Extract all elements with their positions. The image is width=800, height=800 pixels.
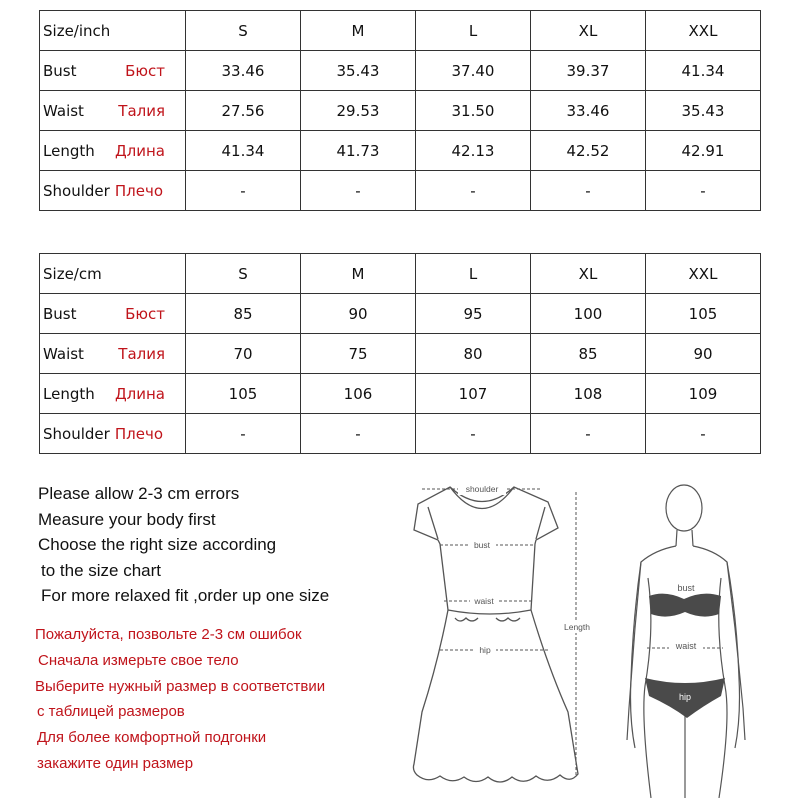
label-ru: Длина	[114, 384, 165, 403]
head-outline	[666, 485, 702, 531]
sleeve-seam-left	[428, 507, 438, 539]
table-cell: 90	[646, 334, 761, 374]
label-en: Length	[43, 141, 95, 160]
label-ru: Бюст	[125, 304, 165, 323]
size-header-m: M	[301, 254, 416, 294]
note-line: закажите один размер	[37, 754, 194, 772]
table-cell: -	[646, 414, 761, 454]
size-header-s: S	[186, 254, 301, 294]
label-ru: Плечо	[114, 181, 163, 200]
table-cell: 41.34	[646, 51, 761, 91]
size-header-xxl: XXL	[646, 254, 761, 294]
table-cell: 105	[186, 374, 301, 414]
size-header-xl: XL	[531, 11, 646, 51]
table-cell: 33.46	[186, 51, 301, 91]
size-unit-header: Size/inch	[40, 11, 186, 51]
dress-shoulder-label: shoulder	[465, 484, 499, 494]
table-row-bust	[40, 294, 761, 334]
row-label	[40, 334, 186, 374]
row-label	[40, 131, 186, 171]
note-line: Choose the right size according	[38, 535, 277, 554]
table-cell: 107	[416, 374, 531, 414]
size-header-m: M	[301, 11, 416, 51]
row-label	[40, 51, 186, 91]
waist-seam	[448, 610, 531, 614]
row-label	[40, 294, 186, 334]
table-cell: 105	[646, 294, 761, 334]
dress-length-label: Length	[564, 622, 590, 632]
dress-bust-label: bust	[473, 540, 491, 550]
table-cell: 42.13	[416, 131, 531, 171]
body-bust-label: bust	[677, 583, 695, 593]
note-line: Сначала измерьте свое тело	[38, 651, 239, 669]
note-line: с таблицей размеров	[37, 703, 185, 721]
dress-diagram	[400, 472, 600, 797]
arm-right	[727, 562, 740, 748]
row-label	[40, 171, 186, 211]
sleeve-seam-right	[536, 507, 545, 539]
table-cell: 33.46	[531, 91, 646, 131]
table-cell: 109	[646, 374, 761, 414]
label-ru: Длина	[114, 141, 165, 160]
table-cell: -	[416, 171, 531, 211]
skirt-gather	[455, 618, 520, 621]
table-cell: 75	[301, 334, 416, 374]
size-header-xxl: XXL	[646, 11, 761, 51]
size-header-s: S	[186, 11, 301, 51]
table-cell: 42.52	[531, 131, 646, 171]
table-cell: 85	[531, 334, 646, 374]
table-cell: 35.43	[646, 91, 761, 131]
dress-hip-label: hip	[479, 645, 491, 655]
table-cell: 39.37	[531, 51, 646, 91]
note-line: to the size chart	[41, 560, 162, 580]
table-cell: -	[186, 171, 301, 211]
body-waist-label: waist	[675, 641, 697, 651]
label-ru: Плечо	[114, 424, 163, 443]
table-row-shoulder	[40, 171, 761, 211]
note-line: For more relaxed fit ,order up one size	[41, 586, 330, 605]
label-en: Bust	[43, 61, 77, 80]
label-en: Waist	[43, 344, 84, 363]
table-cell: 41.34	[186, 131, 301, 171]
table-cell: 29.53	[301, 91, 416, 131]
table-cell: 70	[186, 334, 301, 374]
size-header-l: L	[416, 254, 531, 294]
table-cell: -	[531, 414, 646, 454]
table-row-length	[40, 374, 761, 414]
label-en: Shoulder	[43, 181, 110, 200]
table-header-row	[40, 11, 761, 51]
table-header-row	[40, 254, 761, 294]
dress-outline	[413, 487, 578, 782]
table-cell: 95	[416, 294, 531, 334]
row-label	[40, 414, 186, 454]
table-cell: 85	[186, 294, 301, 334]
body-figure-diagram	[615, 478, 765, 798]
size-header-l: L	[416, 11, 531, 51]
body-hip-label: hip	[678, 692, 692, 702]
table-cell: 37.40	[416, 51, 531, 91]
table-cell: 100	[531, 294, 646, 334]
note-line: Выберите нужный размер в соответствии	[35, 677, 326, 695]
table-cell: 31.50	[416, 91, 531, 131]
label-ru: Бюст	[125, 61, 165, 80]
table-cell: 41.73	[301, 131, 416, 171]
label-ru: Талия	[118, 101, 165, 120]
arm-left	[631, 562, 642, 748]
table-cell: -	[531, 171, 646, 211]
row-label	[40, 91, 186, 131]
table-row-waist	[40, 334, 761, 374]
dress-waist-label: waist	[474, 596, 494, 606]
label-ru: Талия	[118, 344, 165, 363]
size-header-xl: XL	[531, 254, 646, 294]
table-cell: 108	[531, 374, 646, 414]
label-en: Shoulder	[43, 424, 110, 443]
table-cell: 42.91	[646, 131, 761, 171]
neck-outline	[676, 530, 693, 546]
note-line: Please allow 2-3 cm errors	[38, 484, 240, 503]
note-line: Measure your body first	[38, 509, 216, 529]
note-line: Пожалуйста, позвольте 2-3 см ошибок	[35, 626, 302, 643]
table-cell: -	[646, 171, 761, 211]
label-en: Length	[43, 384, 95, 403]
row-label	[40, 374, 186, 414]
table-cell: 27.56	[186, 91, 301, 131]
cm-size-table	[39, 253, 761, 454]
table-cell: -	[301, 414, 416, 454]
note-line: Для более комфортной подгонки	[37, 729, 267, 747]
table-row-shoulder	[40, 414, 761, 454]
table-row-bust	[40, 51, 761, 91]
table-cell: -	[416, 414, 531, 454]
table-cell: 90	[301, 294, 416, 334]
label-en: Bust	[43, 304, 77, 323]
bust-band	[649, 594, 721, 617]
table-cell: -	[186, 414, 301, 454]
inch-size-table	[39, 10, 761, 211]
table-cell: 35.43	[301, 51, 416, 91]
table-row-length	[40, 131, 761, 171]
table-cell: 106	[301, 374, 416, 414]
table-cell: 80	[416, 334, 531, 374]
size-unit-header: Size/cm	[40, 254, 186, 294]
label-en: Waist	[43, 101, 84, 120]
russian-notes	[35, 622, 325, 777]
english-notes	[38, 481, 329, 609]
table-cell: -	[301, 171, 416, 211]
table-row-waist	[40, 91, 761, 131]
